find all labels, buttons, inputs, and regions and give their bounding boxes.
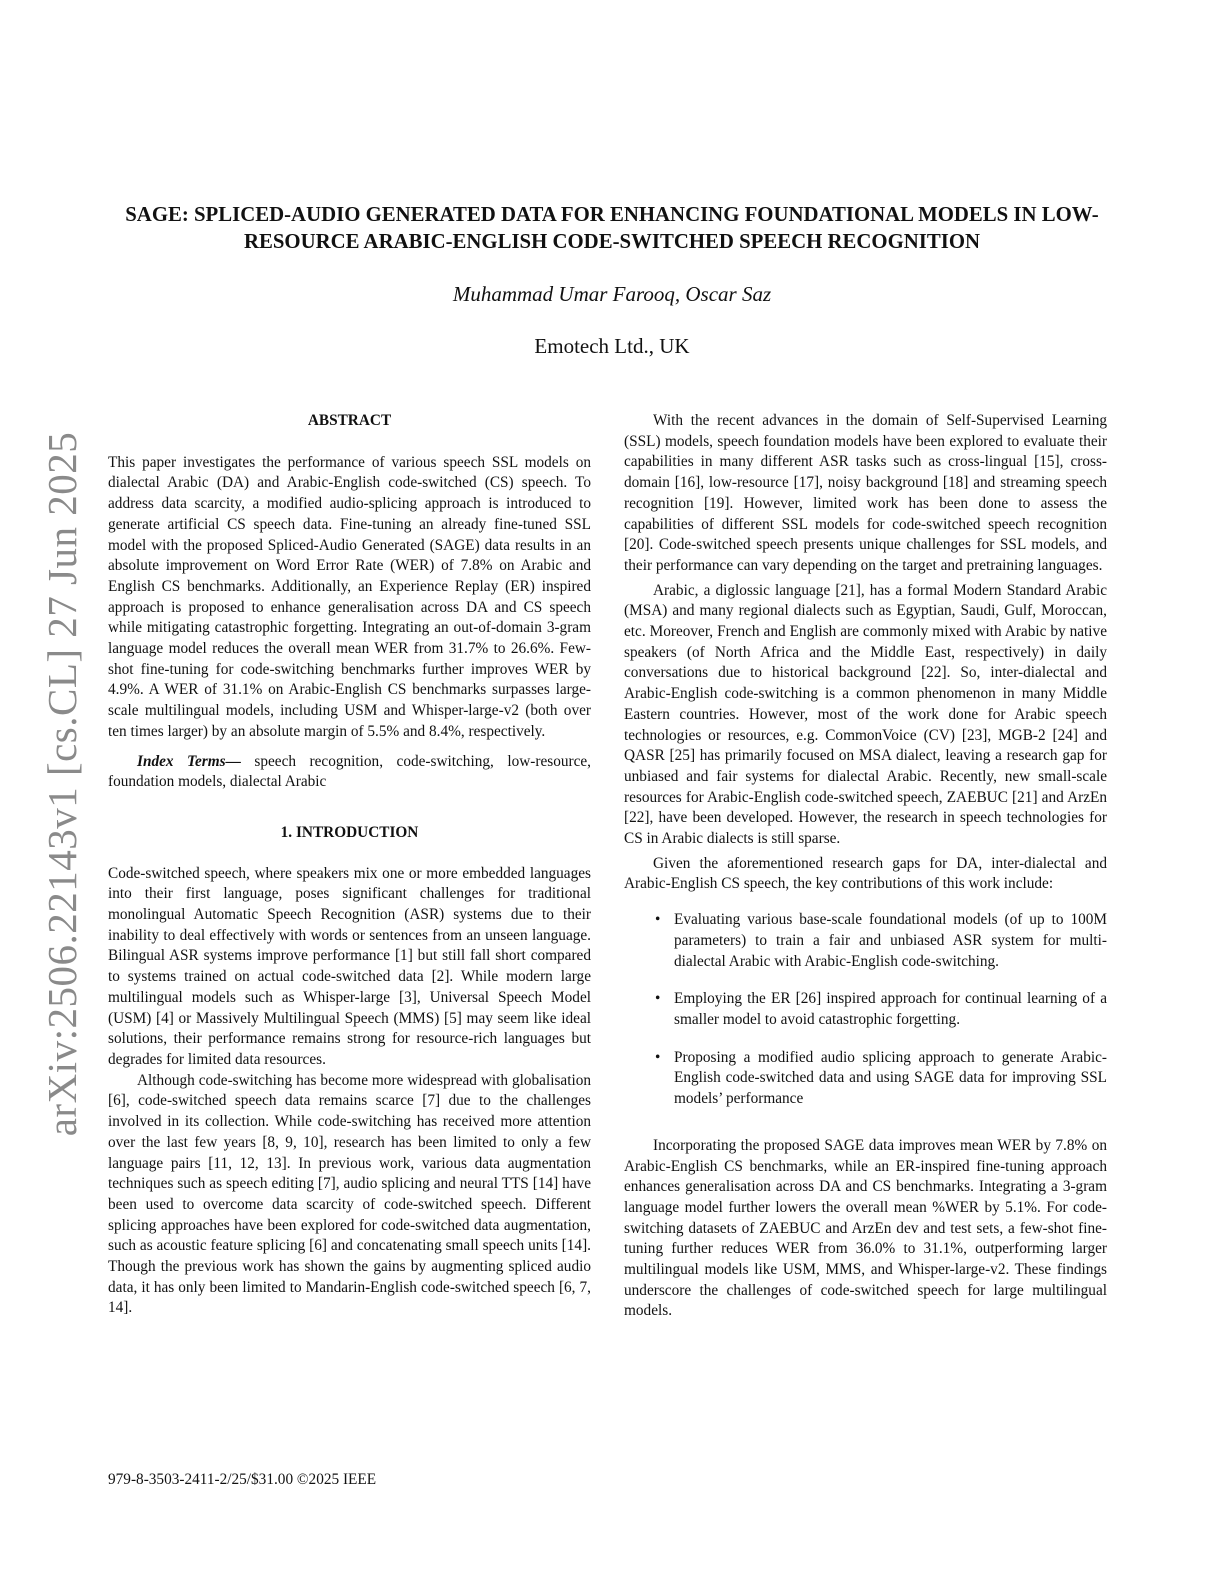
copyright-footer: 979-8-3503-2411-2/25/$31.00 ©2025 IEEE: [108, 1471, 377, 1488]
contributions-list: [624, 910, 1107, 1110]
paper-affiliation: Emotech Ltd., UK: [534, 334, 690, 358]
list-item: • Employing the ER [26] inspired approach for continual learning of a smaller model to avoid catastrophic forgetting.: [655, 990, 1107, 1028]
index-terms-text: speech recognition, code-switching, low-resource, foundation models, dialectal Arabic: [108, 752, 591, 791]
introduction-heading: 1. INTRODUCTION: [280, 823, 419, 841]
intro-paragraph-4: Arabic, a diglossic language [21], has a formal Modern Standard Arabic (MSA) and many regional dialects such as Egyptian, Saudi, Gulf, Moroccan, etc. Moreover, French and English are commonly mixed with Arabic by native speakers (of North Africa and the Middle East, respectively) in daily conversations due to historical background [22]. So, inter-dialectal and Arabic-English code-switching is a common phenomenon in many Middle Eastern countries. However, most of the work done for Arabic speech technologies or resources, e.g. CommonVoice (CV) [23], MGB-2 [24] and QASR [25] has primarily focused on MSA dialect, leaving a research gap for unbiased and fair systems for dialectal Arabic. Recently, new small-scale resources for Arabic-English code-switched speech, ZAEBUC [21] and ArzEn [22], have been developed. However, the research in speech technologies for CS in Arabic dialects is still sparse.: [624, 581, 1107, 848]
abstract-text: This paper investigates the performance of various speech SSL models on dialectal Arabic (DA) and Arabic-English code-switched (CS) speech. To address data scarcity, a modified audio-splicing approach is introduced to generate artificial CS speech data. Fine-tuning an already fine-tuned SSL model with the proposed Spliced-Audio Generated (SAGE) data results in an absolute improvement on Word Error Rate (WER) of 7.8% on Arabic and English CS benchmarks. Additionally, an Experience Replay (ER) inspired approach is proposed to enhance generalisation across DA and CS speech while mitigating catastrophic forgetting. Integrating an out-of-domain 3-gram language model reduces the overall mean WER from 31.7% to 26.6%. Few-shot fine-tuning for code-switching benchmarks further improves WER by 4.9%. A WER of 31.1% on Arabic-English CS benchmarks surpasses large-scale multilingual models, including USM and Whisper-large-v2 (both over ten times larger) by an absolute margin of 5.5% and 8.4%, respectively.: [108, 453, 591, 740]
intro-paragraph-3: With the recent advances in the domain of Self-Supervised Learning (SSL) models, speech foundation models have been explored to evaluate their capabilities in many different ASR tasks such as cross-lingual [15], cross-domain [16], low-resource [17], noisy background [18] and streaming speech recognition [19]. However, limited work has been done to assess the capabilities of different SSL models for code-switched speech recognition [20]. Code-switched speech presents unique challenges for SSL models, and their performance can vary depending on the target and pretraining languages.: [624, 412, 1107, 574]
intro-paragraph-5: Given the aforementioned research gaps for DA, inter-dialectal and Arabic-English CS speech, the key contributions of this work include:: [624, 854, 1107, 893]
intro-paragraph-2: Although code-switching has become more widespread with globalisation [6], code-switched speech data remains scarce [7] due to the challenges involved in its collection. While code-switching has received more attention over the last few years [8, 9, 10], research has been limited to only a few language pairs [11, 12, 13]. In previous work, various data augmentation techniques such as speech editing [7], audio splicing and neural TTS [14] have been used to overcome data scarcity of code-switched speech. Different splicing approaches have been explored for code-switched data augmentation, such as acoustic feature splicing [6] and concatenating small speech units [14]. Though the previous work has shown the gains by augmenting spliced audio data, it has only been limited to Mandarin-English code-switched speech [6, 7, 14].: [108, 1071, 591, 1317]
list-item: • Evaluating various base-scale foundational models (of up to 100M parameters) to train a fair and unbiased ASR system for multi-dialectal Arabic with Arabic-English code-switching.: [655, 911, 1107, 970]
left-column: [108, 411, 591, 1319]
index-terms: [108, 752, 591, 793]
abstract-heading: ABSTRACT: [307, 412, 392, 429]
index-terms-label: Index Terms—: [137, 752, 241, 770]
arxiv-identifier: arXiv:2506.22143v1 [cs.CL] 27 Jun 2025: [39, 431, 85, 1137]
intro-paragraph-1: Code-switched speech, where speakers mix one or more embedded languages into their first language, poses significant challenges for traditional monolingual Automatic Speech Recognition (ASR) systems due to their inability to deal effectively with words or sentences from an unseen language. Bilingual ASR systems improve performance [1] but still fall short compared to systems trained on actual code-switched data [2]. While modern large multilingual models such as Whisper-large [3], Universal Speech Model (USM) [4] or Massively Multilingual Speech (MMS) [5] may seem like ideal solutions, their performance remains strong for resource-rich languages but degrades for limited data resources.: [108, 864, 591, 1068]
list-item: • Proposing a modified audio splicing approach to generate Arabic-English code-switched data and using SAGE data for improving SSL models’ performance: [655, 1048, 1107, 1108]
paper-authors: Muhammad Umar Farooq, Oscar Saz: [452, 282, 772, 306]
bullet-icon: •: [655, 990, 661, 1008]
bullet-icon: •: [655, 911, 661, 929]
paper-title: SAGE: SPLICED-AUDIO GENERATED DATA FOR ENHANCING FOUNDATIONAL MODELS IN LOW-RESOURCE ARABIC-ENGLISH CODE-SWITCHED SPEECH RECOGNITION: [125, 203, 1099, 253]
right-column: [624, 411, 1107, 1322]
intro-paragraph-6: Incorporating the proposed SAGE data improves mean WER by 7.8% on Arabic-English CS benchmarks, while an ER-inspired fine-tuning approach enhances generalisation across DA and CS benchmarks. Integrating a 3-gram language model further lowers the overall mean %WER by 5.1%. For code-switching datasets of ZAEBUC and ArzEn dev and test sets, a few-shot fine-tuning further reduces WER from 36.0% to 31.1%, outperforming larger multilingual models like USM, MMS, and Whisper-large-v2. These findings underscore the challenges of code-switched speech for large multilingual models.: [624, 1136, 1107, 1320]
bullet-icon: •: [655, 1048, 661, 1066]
